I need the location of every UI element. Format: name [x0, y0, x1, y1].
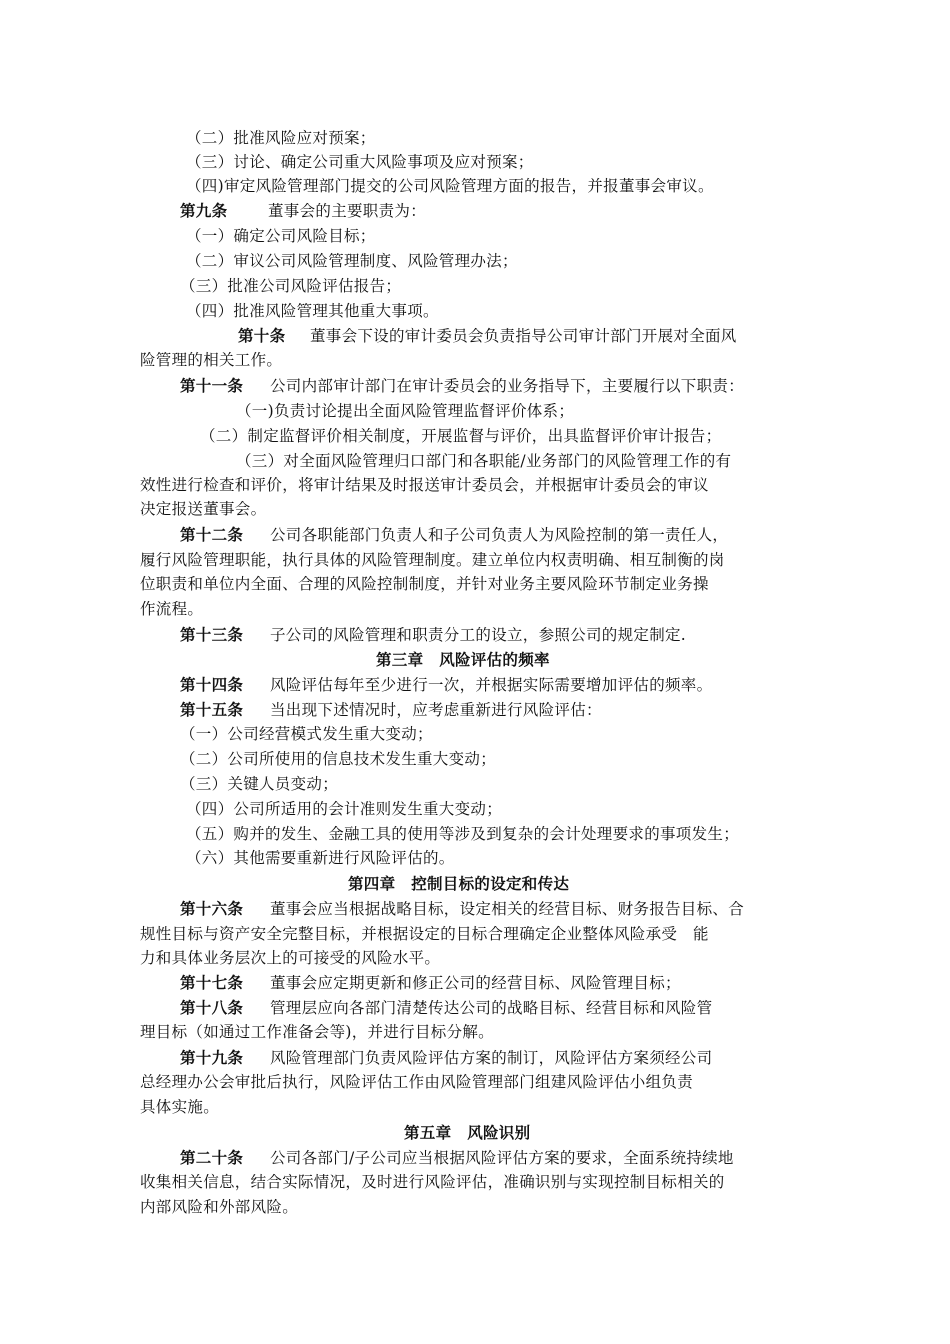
text-line: 董事会应定期更新和修正公司的经营目标、风险管理目标；	[270, 974, 681, 992]
article-heading: 第十四条	[180, 675, 244, 694]
text-line: 履行风险管理职能，执行具体的风险管理制度。建立单位内权责明确、相互制衡的岗	[140, 551, 725, 569]
text-line: 规性目标与资产安全完整目标，并根据设定的目标合理确定企业整体风险承受 能	[140, 925, 709, 943]
text-line: 管理层应向各部门清楚传达公司的战略目标、经营目标和风险管	[270, 999, 713, 1017]
text-line: 风险评估每年至少进行一次，并根据实际需要增加评估的频率。	[270, 676, 713, 694]
article-heading: 第九条	[180, 201, 228, 220]
text-line: 子公司的风险管理和职责分工的设立，参照公司的规定制定.	[270, 626, 687, 644]
text-line: 力和具体业务层次上的可接受的风险水平。	[140, 949, 441, 967]
text-line: （三）对全面风险管理归口部门和各职能/业务部门的风险管理工作的有	[236, 452, 732, 470]
text-line: 风险管理部门负责风险评估方案的制订，风险评估方案须经公司	[270, 1049, 713, 1067]
text-line: （五）购并的发生、金融工具的使用等涉及到复杂的会计处理要求的事项发生；	[186, 825, 740, 843]
text-line: （一）公司经营模式发生重大变动；	[180, 725, 433, 743]
text-line: （二）审议公司风险管理制度、风险管理办法；	[186, 252, 518, 270]
text-line: （四）公司所适用的会计准则发生重大变动；	[186, 800, 503, 818]
text-line: 效性进行检查和评价，将审计结果及时报送审计委员会，并根据审计委员会的审议	[140, 476, 709, 494]
text-line: 位职责和单位内全面、合理的风险控制制度，并针对业务主要风险环节制定业务操	[140, 575, 709, 593]
text-line: （二）批准风险应对预案；	[186, 129, 376, 147]
text-line: 公司各职能部门负责人和子公司负责人为风险控制的第一责任人，	[270, 526, 729, 544]
text-line: 收集相关信息，结合实际情况，及时进行风险评估，准确识别与实现控制目标相关的	[140, 1173, 725, 1191]
text-line: 作流程。	[140, 600, 204, 618]
text-line: （四）批准风险管理其他重大事项。	[186, 302, 439, 320]
text-line: 内部风险和外部风险。	[140, 1198, 299, 1216]
chapter-heading: 第三章 风险评估的频率	[376, 650, 550, 669]
article-heading: 第十八条	[180, 998, 244, 1017]
chapter-heading: 第五章 风险识别	[404, 1123, 531, 1142]
text-line: 公司内部审计部门在审计委员会的业务指导下，主要履行以下职责：	[270, 377, 745, 395]
text-line: 具体实施。	[140, 1098, 220, 1116]
text-line: （二）公司所使用的信息技术发生重大变动；	[180, 750, 497, 768]
text-line: （六）其他需要重新进行风险评估的。	[186, 849, 455, 867]
text-line: 总经理办公会审批后执行，风险评估工作由风险管理部门组建风险评估小组负责	[140, 1073, 694, 1091]
article-heading: 第十五条	[180, 700, 244, 719]
text-line: 董事会应当根据战略目标，设定相关的经营目标、财务报告目标、合	[270, 900, 745, 918]
text-line: （一)负责讨论提出全面风险管理监督评价体系；	[236, 402, 575, 420]
article-heading: 第十条	[238, 326, 286, 345]
text-line: （一）确定公司风险目标；	[186, 227, 376, 245]
text-line: （三）关键人员变动；	[180, 775, 339, 793]
article-heading: 第二十条	[180, 1148, 244, 1167]
article-heading: 第十六条	[180, 899, 244, 918]
text-line: （二）制定监督评价相关制度，开展监督与评价，出具监督评价审计报告；	[200, 427, 722, 445]
article-heading: 第十二条	[180, 525, 244, 544]
text-line: 决定报送董事会。	[140, 500, 267, 518]
text-line: （三）讨论、确定公司重大风险事项及应对预案；	[186, 153, 534, 171]
text-line: 董事会下设的审计委员会负责指导公司审计部门开展对全面风	[310, 327, 737, 345]
text-line: 董事会的主要职责为：	[268, 202, 427, 220]
chapter-heading: 第四章 控制目标的设定和传达	[348, 874, 570, 893]
article-heading: 第十三条	[180, 625, 244, 644]
article-heading: 第十七条	[180, 973, 244, 992]
text-line: 理目标（如通过工作准备会等)，并进行目标分解。	[140, 1023, 494, 1041]
text-line: 公司各部门/子公司应当根据风险评估方案的要求，全面系统持续地	[270, 1149, 734, 1167]
article-heading: 第十九条	[180, 1048, 244, 1067]
text-line: 险管理的相关工作。	[140, 351, 283, 369]
article-heading: 第十一条	[180, 376, 244, 395]
text-line: 当出现下述情况时，应考虑重新进行风险评估：	[270, 701, 602, 719]
text-line: （三）批准公司风险评估报告；	[180, 277, 402, 295]
text-line: （四)审定风险管理部门提交的公司风险管理方面的报告，并报董事会审议。	[186, 177, 714, 195]
